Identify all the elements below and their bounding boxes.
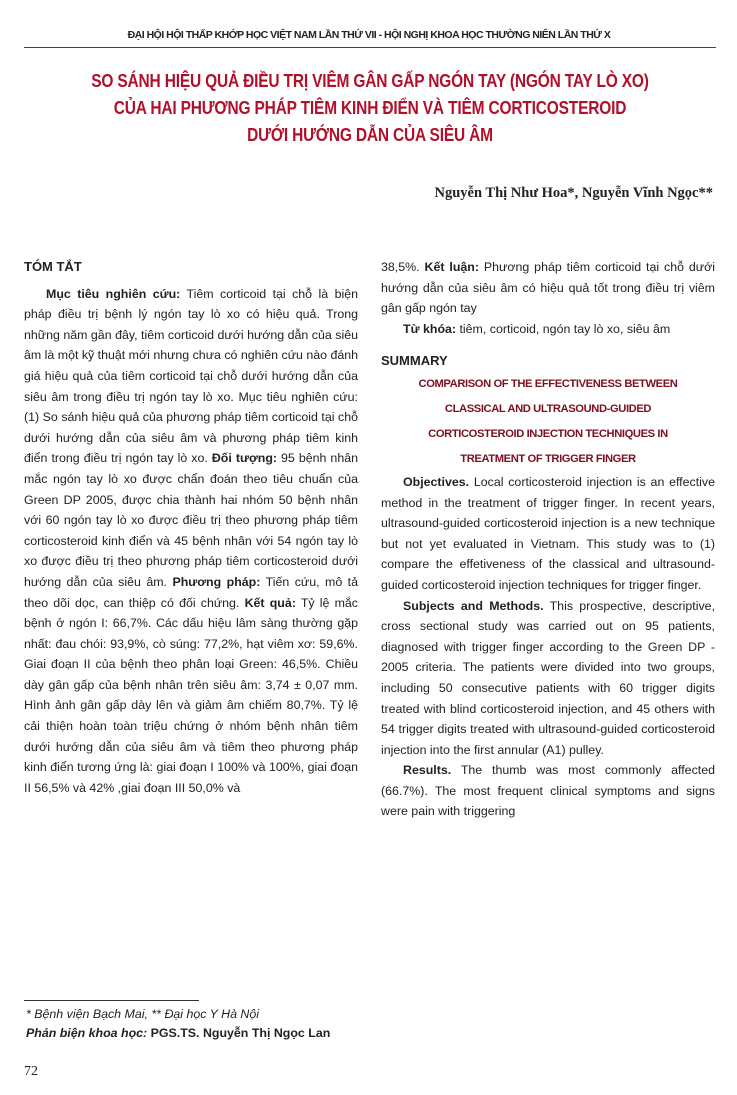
summary-objectives-label: Objectives. xyxy=(403,474,470,489)
objectives-text: Tiêm corticoid tại chỗ là biện pháp điều trị bệnh lý ngón tay lò xo có hiệu quả. Trong những năm gần đây, tiêm corticoid dưới hướng dẫn của siêu âm là một kỹ thuật mới nhưng chưa có nghiên cứu nào đánh giá hiệu quả của tiêm corticoid tại chỗ dưới hướng dẫn của siêu âm trong điều trị ngón tay lò xo. Mục tiêu nghiên cứu: (1) So sánh hiệu quả của phương pháp tiêm corticoid tại chỗ dưới hướng dẫn của siêu âm và phương pháp tiêm kinh điển trong điều trị ngón tay lò xo. xyxy=(24,286,359,466)
results-text: Tỷ lệ mắc bệnh ở ngón I: 66,7%. Các dấu hiệu lâm sàng thường gặp nhất: đau chói: 93,9%, cò súng: 77,2%, hạt viêm xơ: 59,6%. Giai đoạn II của bệnh theo phân loại Green: 46,5%. Chiều dày gân gấp của bệnh nhân trên siêu âm: 3,74 ± 0,07 mm. Hình ảnh gân gấp dày lên và giảm âm chiếm 80,7%. Tỷ lệ cải thiện hoàn toàn triệu chứng ở nhóm bệnh nhân tiêm dưới hướng dẫn của siêu âm và tiêm theo phương pháp kinh điển tương ứng là: giai đoạn I 100% và 100%, giai đoạn II 56,5% và 42% ,giai đoạn III 50,0% và xyxy=(24,595,358,795)
summary-heading: SUMMARY xyxy=(381,353,448,369)
footnote-rule xyxy=(24,1000,199,1001)
methods-text: Tiến cứu, mô tả theo dõi dọc, can thiệp có đối chứng. xyxy=(24,574,359,610)
summary-results-text: The thumb was most commonly affected (66.7%). The most frequent clinical symptoms and signs were pain with triggering xyxy=(381,763,715,819)
continued-text: 38,5%. xyxy=(381,260,425,274)
left-column xyxy=(24,257,358,798)
objectives-label: Mục tiêu nghiên cứu: xyxy=(46,286,181,301)
affiliations: * Bệnh viện Bạch Mai, ** Đại học Y Hà Nội xyxy=(26,1007,260,1021)
summary-results xyxy=(381,760,715,822)
results-label: Kết quả: xyxy=(244,595,296,610)
summary-title xyxy=(381,372,715,472)
conclusion-text: Phương pháp tiêm corticoid tại chỗ dưới hướng dẫn của siêu âm có hiệu quả tốt trong điều trị viêm gân gấp ngón tay xyxy=(381,260,715,316)
conclusion-label: Kết luận: xyxy=(424,260,479,274)
authors: Nguyễn Thị Như Hoa*, Nguyễn Vĩnh Ngọc** xyxy=(434,185,713,201)
keywords-label: Từ khóa: xyxy=(403,321,457,336)
summary-subjects-text: This prospective, descriptive, cross sectional study was carried out on 95 patients, diagnosed with trigger finger according to the Green DP - 2005 criteria. The patients were divided into two groups, including 50 consecutive patients with 60 trigger digits treated with blind corticosteroid injection, and 45 others with 54 trigger digits treated with ultrasound-guided corticosteroid injection into the first annular (A1) pulley. xyxy=(381,598,716,757)
reviewer-name: PGS.TS. Nguyễn Thị Ngọc Lan xyxy=(147,1026,331,1040)
summary-objectives-text: Local corticosteroid injection is an effective method in the treatment of trigger finger. In recent years, ultrasound-guided corticosteroid injection is a new technique but not yet evaluated in Vietnam. This study was to (1) compare the effetiveness of the classical and ultrasound-guided corticosteroid injection techniques for trigger finger. xyxy=(381,474,715,592)
header-rule xyxy=(24,47,716,48)
abstract-heading: TÓM TẮT xyxy=(24,259,82,274)
keywords-text: tiêm, corticoid, ngón tay lò xo, siêu âm xyxy=(456,321,671,336)
summary-subjects xyxy=(381,596,715,761)
summary-title-line: CORTICOSTEROID INJECTION TECHNIQUES IN xyxy=(428,427,668,440)
article-title xyxy=(78,68,663,149)
subjects-label: Đối tượng: xyxy=(211,451,278,466)
keywords-paragraph xyxy=(381,319,715,340)
right-column xyxy=(381,257,715,822)
page-number: 72 xyxy=(24,1064,38,1079)
summary-title-line: COMPARISON OF THE EFFECTIVENESS BETWEEN xyxy=(418,377,678,390)
running-head: ĐẠI HỘI HỘI THẤP KHỚP HỌC VIỆT NAM LẦN THỨ VII - HỘI NGHỊ KHOA HỌC THƯỜNG NIÊN LẦN THỨ X xyxy=(127,29,611,41)
reviewer-label: Phản biện khoa học: xyxy=(26,1026,148,1040)
title-line: DƯỚI HƯỚNG DẪN CỦA SIÊU ÂM xyxy=(247,125,493,145)
summary-objectives xyxy=(381,472,715,596)
summary-subjects-label: Subjects and Methods. xyxy=(403,598,544,613)
conclusion-paragraph xyxy=(381,257,715,319)
summary-title-line: TREATMENT OF TRIGGER FINGER xyxy=(460,452,636,465)
abstract-body xyxy=(24,284,358,799)
footnote xyxy=(26,1005,330,1043)
title-line: CỦA HAI PHƯƠNG PHÁP TIÊM KINH ĐIỂN VÀ TIÊM CORTICOSTEROID xyxy=(113,98,627,118)
summary-results-label: Results. xyxy=(403,763,452,778)
methods-label: Phương pháp: xyxy=(172,574,261,589)
reviewer-line xyxy=(26,1024,330,1043)
summary-title-line: CLASSICAL AND ULTRASOUND-GUIDED xyxy=(444,402,652,415)
subjects-text: 95 bệnh nhân mắc ngón tay lò xo được chẩn đoán theo tiêu chuẩn của Green DP 2005, được chia thành hai nhóm 50 bệnh nhân với 60 ngón tay lò xo được điều trị theo phương pháp tiêm corticosteroid kinh điển và 45 bệnh nhân với 54 ngón tay lò xo được điều trị theo phương pháp tiêm corticosteroid dưới hướng dẫn của siêu âm. xyxy=(24,451,358,589)
title-line: SO SÁNH HIỆU QUẢ ĐIỀU TRỊ VIÊM GÂN GẤP NGÓN TAY (NGÓN TAY LÒ XO) xyxy=(91,71,649,91)
